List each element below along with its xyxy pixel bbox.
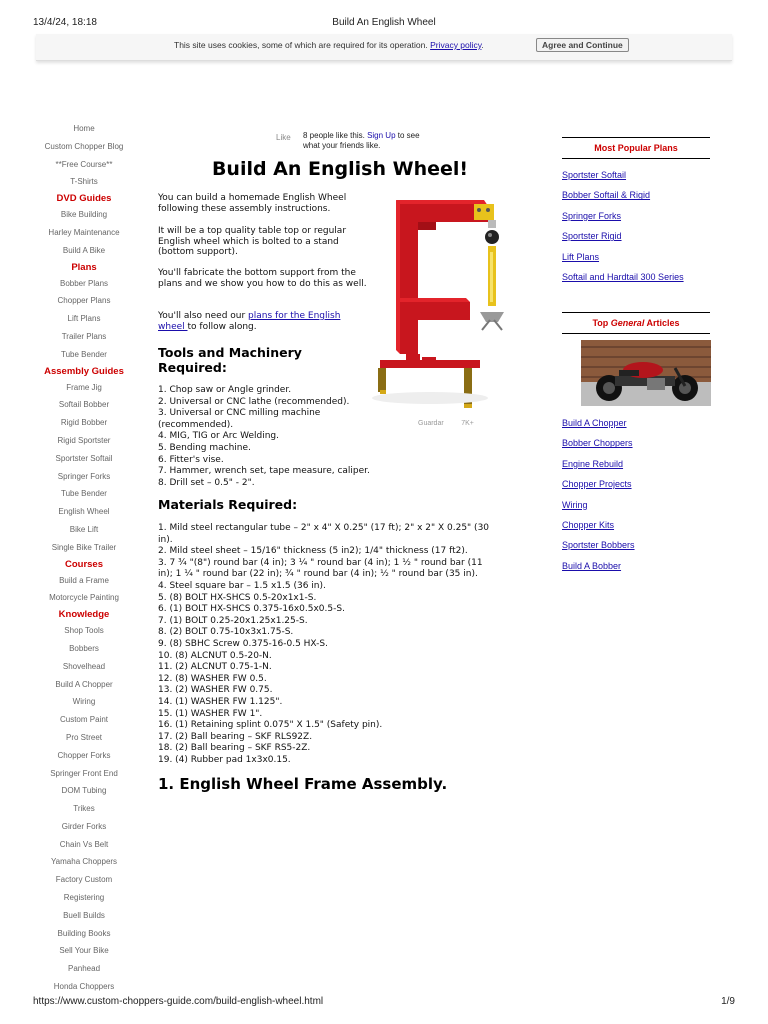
like-count-text: 8 people like this. Sign Up to see what your friends like. [303, 131, 420, 150]
material-item: 5. (8) BOLT HX-SHCS 0.5-20x1x1-S. [158, 592, 317, 603]
article-link[interactable]: Build A Chopper [562, 418, 627, 428]
material-item: 3. 7 ¾ "(8") round bar (4 in); 3 ¼ " round bar (4 in); 1 ½ " round bar (11 [158, 557, 483, 568]
nav-link[interactable]: Shop Tools [64, 626, 104, 636]
materials-heading: Materials Required: [158, 497, 298, 512]
page-title: Build An English Wheel! [211, 158, 469, 180]
motorcycle-photo [581, 340, 711, 406]
motorcycle-illustration [581, 340, 711, 406]
nav-link[interactable]: Bike Building [60, 210, 108, 220]
english-wheel-image [366, 192, 526, 422]
cookie-text: This site uses cookies, some of which are required for its operation. Privacy policy. [174, 40, 484, 50]
print-date: 13/4/24, 18:18 [33, 17, 97, 28]
material-item: 8. (2) BOLT 0.75-10x3x1.75-S. [158, 627, 294, 638]
article-link[interactable]: Build A Bobber [562, 560, 622, 571]
section-heading-frame-assembly: 1. English Wheel Frame Assembly. [158, 775, 448, 793]
image-caption [418, 420, 474, 427]
print-title: Build An English Wheel [332, 17, 436, 28]
material-item: in). [158, 534, 173, 545]
materials-list [158, 523, 489, 766]
tool-item: (recommended). [158, 419, 234, 430]
nav-link[interactable]: Springer Front End [50, 768, 118, 778]
material-item: 9. (8) SBHC Screw 0.375-16-0.5 HX-S. [158, 638, 328, 649]
popular-plan-link[interactable]: Sportster Softail [562, 170, 627, 180]
tool-item: 3. Universal or CNC milling machine [158, 408, 321, 419]
article-link[interactable]: Engine Rebuild [562, 458, 624, 469]
material-item: in); 1 ¼ " round bar (22 in); ¾ " round bar (4 in); ½ " round bar (35 in). [158, 569, 478, 580]
nav-link[interactable]: Shovelhead [62, 661, 106, 671]
nav-link[interactable]: Chopper Forks [57, 750, 111, 760]
nav-link[interactable]: Registering [63, 893, 105, 903]
nav-link[interactable]: **Free Course** [55, 159, 113, 169]
material-item: 14. (1) WASHER FW 1.125". [158, 696, 283, 707]
top-articles-list [562, 413, 710, 576]
privacy-policy-link[interactable]: Privacy policy [430, 40, 482, 50]
nav-link[interactable]: Springer Forks [57, 471, 111, 481]
english-wheel-plans-link[interactable]: plans for the English wheel [158, 311, 341, 332]
intro-paragraph-1: You can build a homemade English Wheel following these assembly instructions. [158, 193, 347, 214]
material-item: 6. (1) BOLT HX-SHCS 0.375-16x0.5x0.5-S. [158, 604, 345, 615]
top-general-articles [562, 312, 710, 334]
material-item: 1. Mild steel rectangular tube – 2" x 4" X 0.25" (17 ft); 2" x 2" X 0.25" (30 [158, 523, 490, 533]
nav-link[interactable]: Trailer Plans [61, 331, 107, 341]
top-articles-heading: Top General Articles [562, 312, 710, 334]
tools-list [158, 385, 370, 489]
nav-link[interactable]: Yamaha Choppers [50, 857, 118, 867]
popular-plan-link[interactable]: Lift Plans [562, 251, 600, 262]
nav-section-heading: Assembly Guides [44, 365, 124, 377]
nav-link[interactable]: Pro Street [65, 732, 102, 742]
nav-link[interactable]: Buell Builds [63, 910, 105, 920]
nav-link[interactable]: English Wheel [58, 507, 110, 517]
agree-continue-button[interactable]: Agree and Continue [536, 38, 629, 52]
tool-item: 7. Hammer, wrench set, tape measure, caliper. [158, 466, 370, 477]
nav-link[interactable]: Rigid Sportster [57, 435, 111, 445]
nav-section-heading: Plans [71, 261, 97, 273]
save-count: 7K+ [461, 420, 474, 427]
nav-link[interactable]: Tube Bender [61, 489, 107, 499]
material-item: 15. (1) WASHER FW 1". [158, 708, 263, 719]
nav-link[interactable]: Single Bike Trailer [51, 542, 117, 552]
english-wheel-illustration [366, 192, 526, 422]
nav-link[interactable]: Honda Choppers [53, 982, 115, 992]
nav-link[interactable]: Build A Chopper [55, 679, 113, 689]
nav-link[interactable]: Build a Frame [59, 575, 109, 585]
nav-link[interactable]: Panhead [67, 964, 101, 974]
article-link[interactable]: Chopper Projects [562, 479, 632, 490]
nav-link[interactable]: Trikes [73, 804, 95, 814]
nav-section-heading: Courses [64, 558, 103, 570]
nav-link[interactable]: Build A Bike [62, 245, 106, 255]
nav-link[interactable]: Frame Jig [66, 382, 102, 392]
nav-link[interactable]: Chopper Plans [57, 296, 111, 306]
material-item: 16. (1) Retaining splint 0.075" X 1.5" (Safety pin). [158, 720, 383, 731]
article-link[interactable]: Wiring [562, 499, 588, 510]
nav-link[interactable]: Chain Vs Belt [59, 839, 109, 849]
print-url: https://www.custom-choppers-guide.com/build-english-wheel.html [33, 996, 324, 1007]
article-link[interactable]: Sportster Bobbers [562, 540, 635, 551]
nav-section-heading: Knowledge [58, 609, 110, 621]
material-item: 18. (2) Ball bearing – SKF RS5-2Z. [158, 743, 311, 754]
save-button[interactable]: Guardar [418, 420, 444, 427]
nav-link[interactable]: Softail Bobber [58, 400, 110, 410]
print-header [0, 14, 768, 30]
popular-plan-link[interactable]: Sportster Rigid [562, 231, 622, 242]
nav-link[interactable]: Custom Chopper Blog [44, 141, 124, 151]
tool-item: 5. Bending machine. [158, 442, 251, 453]
material-item: 19. (4) Rubber pad 1x3x0.15. [158, 754, 291, 765]
nav-link[interactable]: Girder Forks [61, 821, 107, 831]
most-popular-plans [562, 137, 710, 287]
nav-link[interactable]: Tube Bender [61, 349, 107, 359]
material-item: 11. (2) ALCNUT 0.75-1-N. [158, 662, 272, 673]
nav-link[interactable]: Sell Your Bike [59, 946, 109, 956]
nav-link[interactable]: Lift Plans [67, 314, 101, 324]
nav-link[interactable]: Wiring [72, 697, 96, 707]
like-button[interactable]: Like [276, 133, 291, 142]
tool-item: 8. Drill set – 0.5" - 2". [158, 477, 255, 488]
article-link[interactable]: Bobber Choppers [562, 438, 633, 449]
nav-link[interactable]: DOM Tubing [61, 786, 107, 796]
popular-plan-link[interactable]: Bobber Softail & Rigid [562, 190, 651, 201]
nav-link[interactable]: Custom Paint [59, 715, 109, 725]
left-nav [32, 120, 136, 996]
nav-link[interactable]: Factory Custom [55, 875, 113, 885]
nav-link[interactable]: Bike Lift [69, 524, 99, 534]
nav-link[interactable]: Home [73, 124, 95, 133]
signup-link[interactable]: Sign Up [367, 131, 396, 140]
material-item: 12. (8) WASHER FW 0.5. [158, 673, 267, 684]
nav-link[interactable]: T-Shirts [70, 177, 98, 187]
tools-heading: Tools and Machinery Required: [158, 345, 302, 375]
material-item: 17. (2) Ball bearing – SKF RLS92Z. [158, 731, 313, 742]
most-popular-heading: Most Popular Plans [562, 137, 710, 159]
intro-paragraph-4: You'll also need our plans for the English wheel to follow along. [158, 311, 341, 332]
popular-plan-link[interactable]: Springer Forks [562, 210, 622, 221]
nav-link[interactable]: Sportster Softail [55, 453, 113, 463]
cookie-banner [36, 34, 732, 61]
tool-item: 4. MIG, TIG or Arc Welding. [158, 431, 279, 442]
nav-link[interactable]: Harley Maintenance [48, 227, 120, 237]
tool-item: 1. Chop saw or Angle grinder. [158, 385, 292, 395]
nav-link[interactable]: Bobber Plans [59, 278, 109, 288]
nav-link[interactable]: Rigid Bobber [60, 418, 108, 428]
intro-paragraph-3: You'll fabricate the bottom support from the plans and we show you how to do this as well. [158, 268, 367, 289]
article-link[interactable]: Chopper Kits [562, 519, 615, 530]
tool-item: 6. Fitter's vise. [158, 454, 224, 465]
nav-section-heading: DVD Guides [56, 193, 112, 205]
material-item: 7. (1) BOLT 0.25-20x1.25x1.25-S. [158, 615, 308, 626]
popular-plan-link[interactable]: Softail and Hardtail 300 Series [562, 271, 684, 282]
tool-item: 2. Universal or CNC lathe (recommended). [158, 396, 350, 407]
intro-paragraph-2: It will be a top quality table top or regular English wheel which is bolted to a stand (bottom support). [158, 226, 347, 258]
material-item: 4. Steel square bar – 1.5 x1.5 (36 in). [158, 580, 326, 591]
nav-link[interactable]: Motorcycle Painting [49, 593, 119, 603]
nav-link[interactable]: Bobbers [69, 643, 99, 653]
material-item: 2. Mild steel sheet – 15/16" thickness (5 in2); 1/4" thickness (17 ft2). [158, 546, 468, 557]
print-page-number: 1/9 [721, 996, 735, 1007]
material-item: 10. (8) ALCNUT 0.5-20-N. [158, 650, 272, 661]
material-item: 13. (2) WASHER FW 0.75. [158, 685, 273, 696]
nav-link[interactable]: Building Books [57, 928, 111, 938]
